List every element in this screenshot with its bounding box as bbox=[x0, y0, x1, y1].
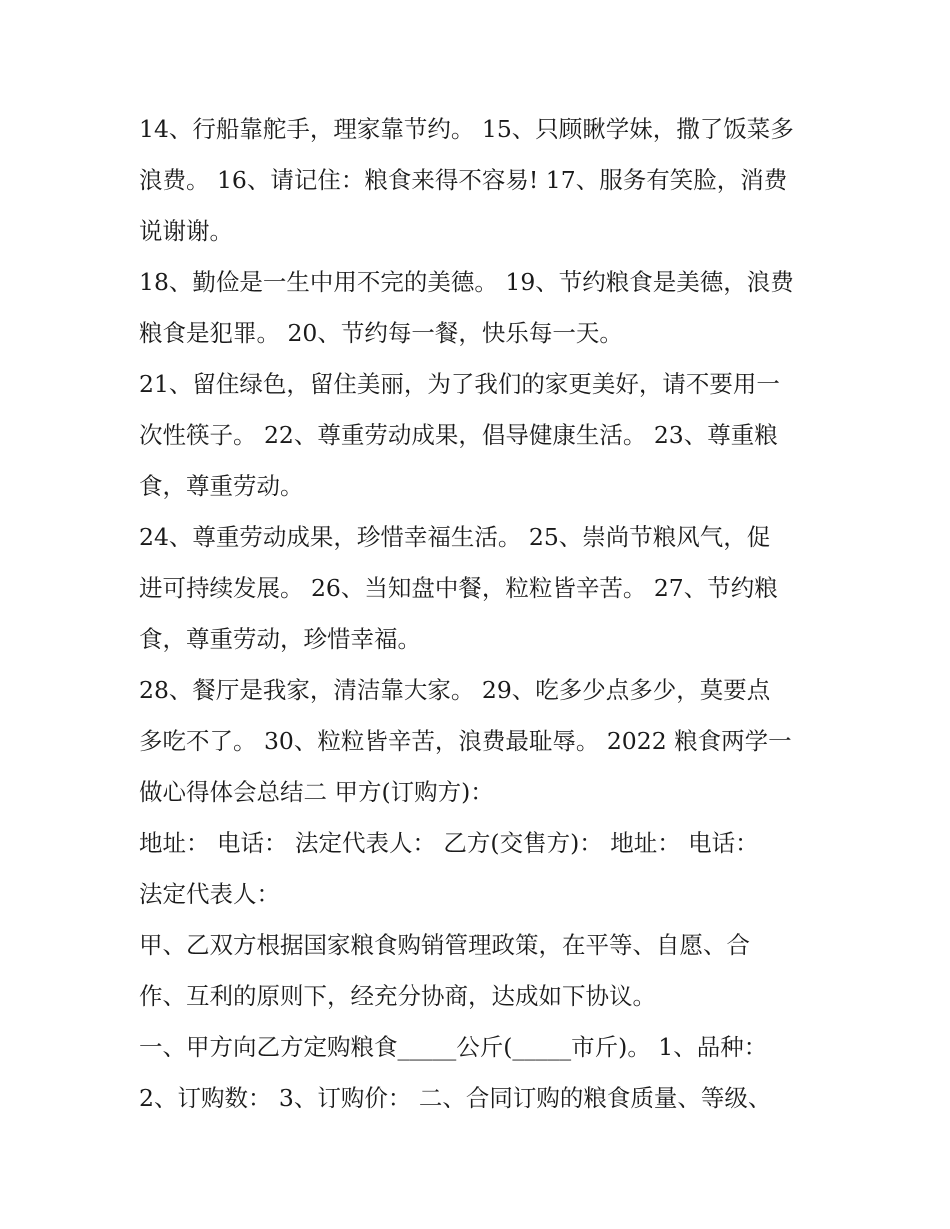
text-line: 法定代表人： bbox=[139, 880, 280, 908]
text-line: 浪费。 16、请记住：粮食来得不容易! 17、服务有笑脸，消费 bbox=[139, 166, 788, 194]
text-line: 作、互利的原则下，经充分协商，达成如下协议。 bbox=[139, 982, 656, 1010]
text-line: 甲、乙双方根据国家粮食购销管理政策，在平等、自愿、合 bbox=[139, 931, 750, 959]
text-line: 粮食是犯罪。 20、节约每一餐，快乐每一天。 bbox=[139, 319, 623, 347]
text-line: 食，尊重劳动。 bbox=[139, 472, 304, 500]
text-line: 21、留住绿色，留住美丽，为了我们的家更美好，请不要用一 bbox=[139, 370, 780, 398]
text-line: 说谢谢。 bbox=[139, 217, 233, 245]
text-line: 24、尊重劳动成果，珍惜幸福生活。 25、崇尚节粮风气，促 bbox=[139, 523, 771, 551]
text-line: 一、甲方向乙方定购粮食_____公斤(_____市斤)。 1、品种： bbox=[139, 1033, 768, 1061]
text-line: 28、餐厅是我家，清洁靠大家。 29、吃多少点多少，莫要点 bbox=[139, 676, 771, 704]
text-line: 次性筷子。 22、尊重劳动成果，倡导健康生活。 23、尊重粮 bbox=[139, 421, 778, 449]
text-line: 食，尊重劳动，珍惜幸福。 bbox=[139, 625, 421, 653]
text-line: 18、勤俭是一生中用不完的美德。 19、节约粮食是美德，浪费 bbox=[139, 268, 794, 296]
text-line: 进可持续发展。 26、当知盘中餐，粒粒皆辛苦。 27、节约粮 bbox=[139, 574, 778, 602]
text-line: 地址： 电话： 法定代表人： 乙方(交售方)： 地址： 电话： bbox=[139, 829, 759, 857]
text-line: 做心得体会总结二 甲方(订购方)： bbox=[139, 778, 494, 806]
document-body bbox=[139, 104, 819, 1124]
text-line: 14、行船靠舵手，理家靠节约。 15、只顾瞅学妹，撒了饭菜多 bbox=[139, 115, 794, 143]
text-line: 2、订购数： 3、订购价： 二、合同订购的粮食质量、等级、 bbox=[139, 1084, 772, 1112]
text-line: 多吃不了。 30、粒粒皆辛苦，浪费最耻辱。 2022 粮食两学一 bbox=[139, 727, 792, 755]
